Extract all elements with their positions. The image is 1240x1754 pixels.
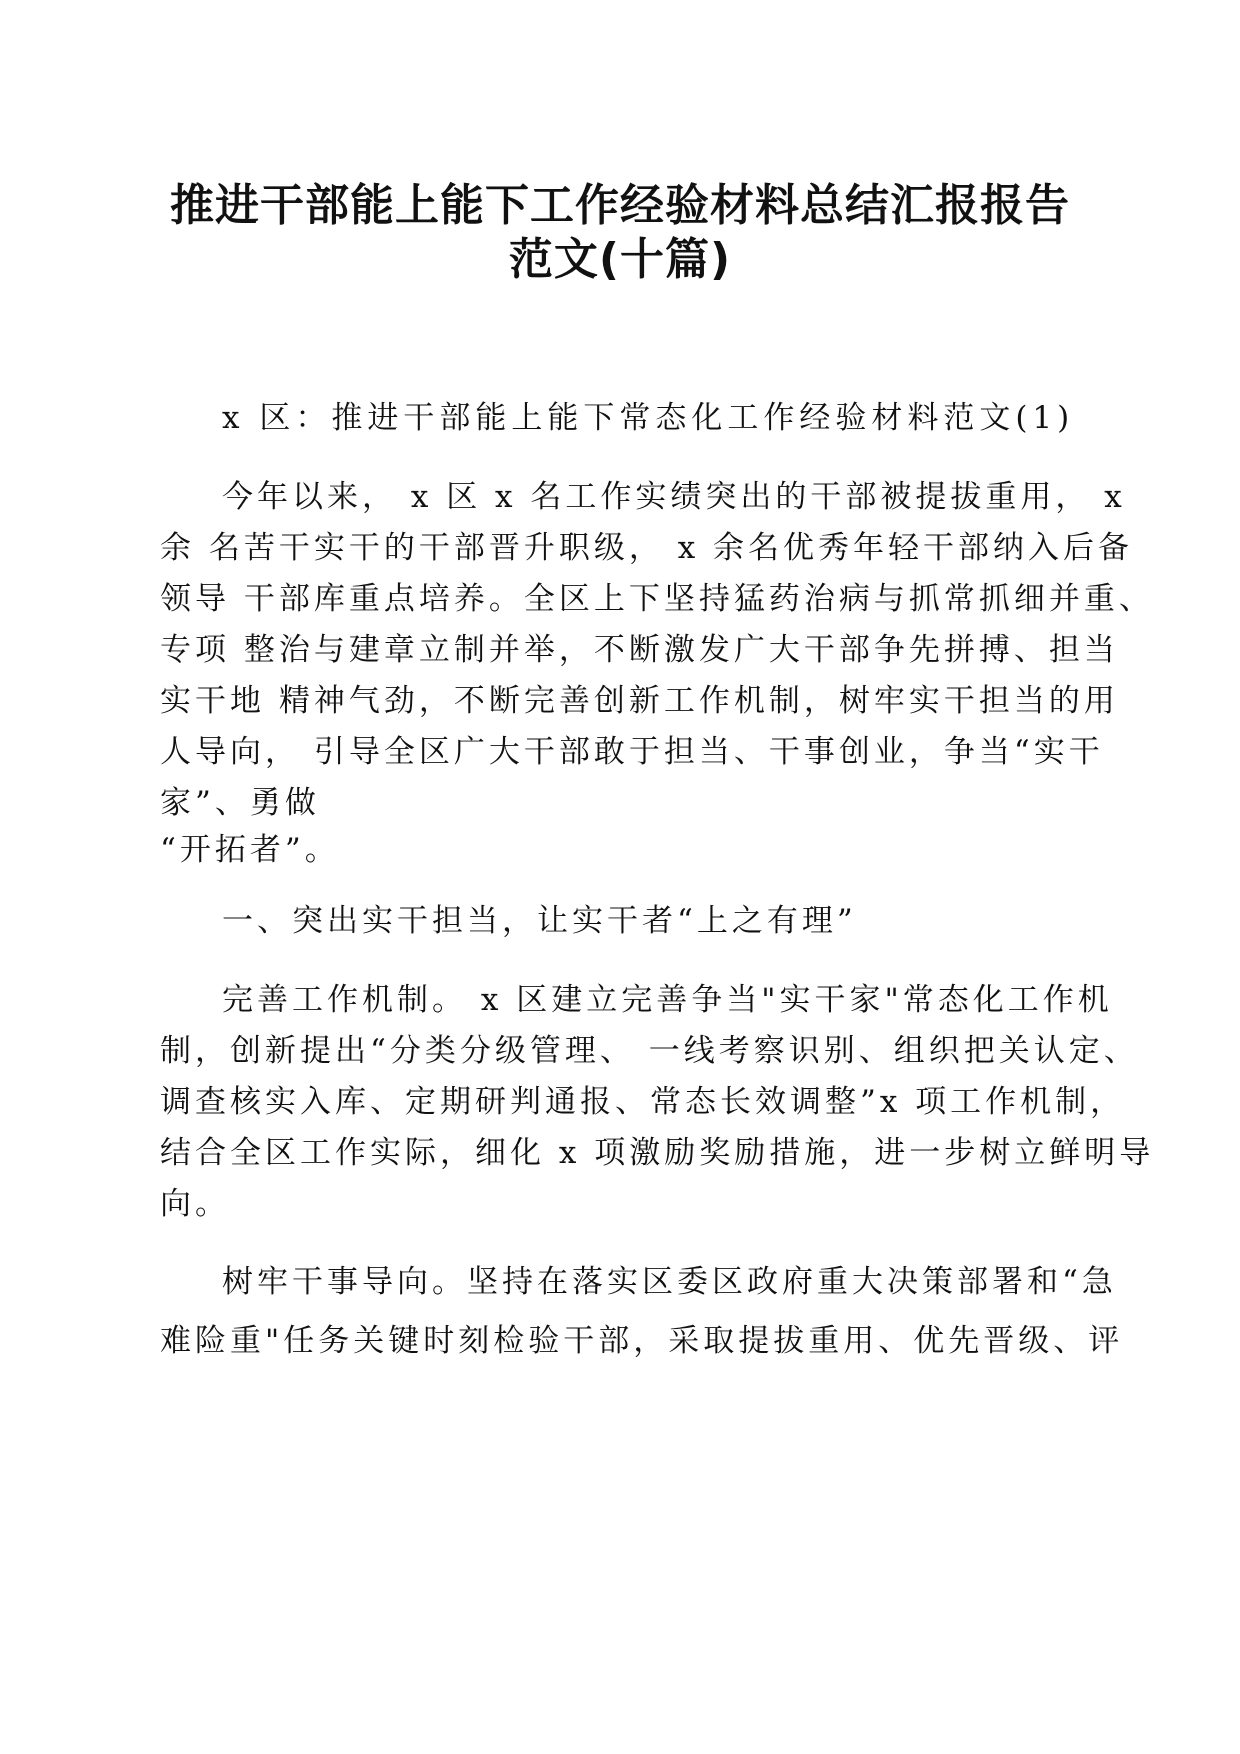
paragraph-1-line-6: 人导向， 引导全区广大干部敢于担当、干事创业，争当“实干	[160, 734, 1104, 770]
document-title-line-1: 推进干部能上能下工作经验材料总结汇报报告	[170, 180, 1070, 231]
paragraph-1-line-3: 领导 干部库重点培养。全区上下坚持猛药治病与抓常抓细并重、	[160, 581, 1154, 617]
paragraph-1-line-4: 专项 整治与建章立制并举，不断激发广大干部争先拼搏、担当	[160, 632, 1119, 668]
paragraph-1-line-2: 余 名苦干实干的干部晋升职级， x 余名优秀年轻干部纳入后备	[160, 530, 1134, 566]
section-subtitle: x 区：推进干部能上能下常态化工作经验材料范文(1)	[222, 400, 1075, 436]
document-title-line-2: 范文(十篇)	[508, 234, 732, 285]
paragraph-1-line-1: 今年以来， x 区 x 名工作实绩突出的干部被提拔重用， x	[222, 479, 1126, 515]
paragraph-2-line-1: 完善工作机制。 x 区建立完善争当"实干家"常态化工作机	[222, 982, 1113, 1018]
paragraph-2-line-2: 制，创新提出“分类分级管理、 一线考察识别、组织把关认定、	[160, 1033, 1139, 1069]
paragraph-2-line-4: 结合全区工作实际，细化 x 项激励奖励措施，进一步树立鲜明导	[160, 1135, 1155, 1171]
paragraph-1-line-8: “开拓者”。	[160, 832, 340, 868]
paragraph-2-line-5: 向。	[160, 1186, 230, 1222]
paragraph-1-line-5: 实干地 精神气劲，不断完善创新工作机制，树牢实干担当的用	[160, 683, 1119, 719]
paragraph-1-line-7: 家”、勇做	[160, 785, 320, 821]
paragraph-3-line-2: 难险重"任务关键时刻检验干部，采取提拔重用、优先晋级、评	[160, 1323, 1124, 1359]
paragraph-3-line-1: 树牢干事导向。坚持在落实区委区政府重大决策部署和“急	[222, 1264, 1117, 1300]
section-heading-1: 一、突出实干担当，让实干者“上之有理”	[222, 903, 857, 939]
paragraph-2-line-3: 调查核实入库、定期研判通报、常态长效调整”x 项工作机制，	[160, 1084, 1126, 1120]
